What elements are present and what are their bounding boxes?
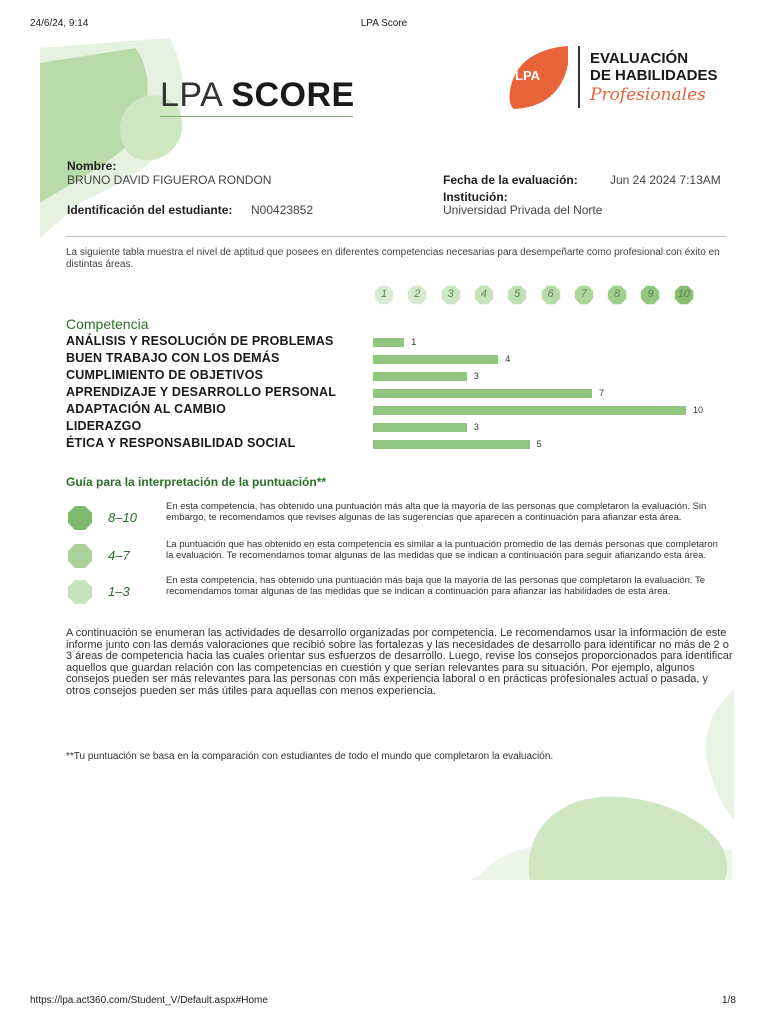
guide-level-icon: [66, 504, 94, 532]
student-id-label: Identificación del estudiante:: [67, 203, 233, 217]
scale-number: 1: [380, 288, 388, 300]
title-prefix: LPA: [160, 76, 222, 114]
logo-badge: LPA: [515, 68, 541, 83]
competency-label: CUMPLIMIENTO DE OBJETIVOS: [66, 368, 264, 382]
date-value: Jun 24 2024 7:13AM: [610, 173, 721, 187]
guide-level-icon: [66, 578, 94, 606]
name-label: Nombre:: [67, 159, 117, 173]
scale-number: 8: [614, 288, 621, 300]
decorative-right-shape: [700, 690, 734, 820]
guide-text: En esta competencia, has obtenido una puntuación más baja que la mayoría de las personas que completaron la evaluación. Te recomendamos tomar algunas de las medidas que se indican a continuación para afianzar las habilidades de esta área.: [166, 575, 706, 597]
logo-line1: EVALUACIÓN: [590, 50, 689, 67]
student-id-value: N00423852: [251, 203, 314, 217]
brand-logo: [508, 44, 723, 114]
page-title: [160, 76, 355, 115]
name-value: BRUNO DAVID FIGUEROA RONDON: [67, 173, 272, 187]
logo-divider: [578, 46, 580, 108]
scale-number: 4: [480, 288, 487, 300]
competency-label: ADAPTACIÓN AL CAMBIO: [66, 402, 227, 416]
scale-number: 6: [547, 288, 554, 300]
institution-label: Institución:: [443, 190, 508, 204]
date-label: Fecha de la evaluación:: [443, 173, 578, 187]
competency-label: APRENDIZAJE Y DESARROLLO PERSONAL: [66, 385, 337, 399]
print-page-title: LPA Score: [360, 18, 408, 29]
title-bold: SCORE: [231, 76, 355, 114]
print-url: https://lpa.act360.com/Student_V/Default.aspx#Home: [30, 995, 268, 1006]
competency-bar: [373, 338, 404, 347]
scale-number: 3: [447, 288, 454, 300]
title-underline: [160, 116, 353, 117]
footnote: **Tu puntuación se basa en la comparación con estudiantes de todo el mundo que completaron la evaluación.: [66, 751, 554, 762]
scale-number: 2: [414, 288, 421, 300]
scale-number: 7: [580, 288, 587, 300]
bar-value-label: 5: [536, 439, 542, 449]
guide-text: La puntuación que has obtenido en esta competencia es similar a la puntuación promedio de las demás personas que completaron la evaluación. Te recomendamos tomar algunas de las medidas que se indican a continuación para seguir afianzando esta área.: [166, 539, 718, 561]
print-page-number: 1/8: [722, 995, 736, 1006]
bar-value-label: 4: [505, 354, 511, 364]
bar-value-label: 7: [599, 388, 605, 398]
guide-range: 1–3: [108, 584, 130, 599]
bar-value-label: 3: [473, 422, 479, 432]
bar-value-label: 3: [473, 371, 479, 381]
competency-label: LIDERAZGO: [66, 419, 142, 433]
development-paragraph: A continuación se enumeran las actividades de desarrollo organizadas por competencia. Le recomendamos usar la información de este informe junto con las demás valoraciones que recibió sobre las fortalezas y las necesidades de desarrollo para identificar no más de 2 o 3 áreas de competencia hacia las cuales orientar sus esfuerzos de desarrollo. Luego, revise los consejos proporcionados para identificar aquellos que guardan relación con las competencias en cuestión y que serían relevantes para su situación. Por ejemplo, algunos consejos pueden ser más relevantes para las personas con más experiencia laboral o en prácticas profesionales actual o pasada, y otros consejos pueden ser más útiles para aquellas con menos experiencia.: [66, 628, 733, 697]
scale-number: 5: [514, 288, 521, 300]
competency-bar: [373, 372, 467, 381]
guide-title: Guía para la interpretación de la puntuación**: [66, 475, 327, 489]
competency-bar: [373, 406, 686, 415]
competency-label: ANÁLISIS Y RESOLUCIÓN DE PROBLEMAS: [66, 334, 334, 348]
competency-bar: [373, 389, 592, 398]
print-datetime: 24/6/24, 9:14: [30, 18, 89, 29]
bar-value-label: 1: [411, 337, 417, 347]
guide-range: 8–10: [108, 510, 137, 525]
bar-value-label: 10: [693, 405, 704, 415]
scale-number: 9: [647, 288, 654, 300]
scale-number: 10: [677, 288, 690, 300]
competency-bar: [373, 423, 467, 432]
guide-level-icon: [66, 542, 94, 570]
guide-text: En esta competencia, has obtenido una puntuación más alta que la mayoría de las personas que completaron la evaluación. Sin embargo, te recomendamos que revises algunas de las sugerencias que aparecen a continuación para afianzar esta área.: [166, 501, 707, 523]
competency-bar: [373, 440, 530, 449]
logo-line3: Profesionales: [590, 85, 706, 105]
competency-label: ÉTICA Y RESPONSABILIDAD SOCIAL: [66, 436, 296, 450]
logo-line2: DE HABILIDADES: [590, 67, 718, 84]
intro-text: La siguiente tabla muestra el nivel de aptitud que posees en diferentes competencias necesarias para desempeñarte como profesional con éxito en distintas áreas.: [66, 247, 720, 270]
institution-value: Universidad Privada del Norte: [443, 203, 603, 217]
competency-label: BUEN TRABAJO CON LOS DEMÁS: [66, 351, 280, 365]
guide-range: 4–7: [108, 548, 130, 563]
chart-title: Competencia: [66, 316, 149, 332]
section-divider: [66, 236, 726, 237]
competency-bar: [373, 355, 498, 364]
